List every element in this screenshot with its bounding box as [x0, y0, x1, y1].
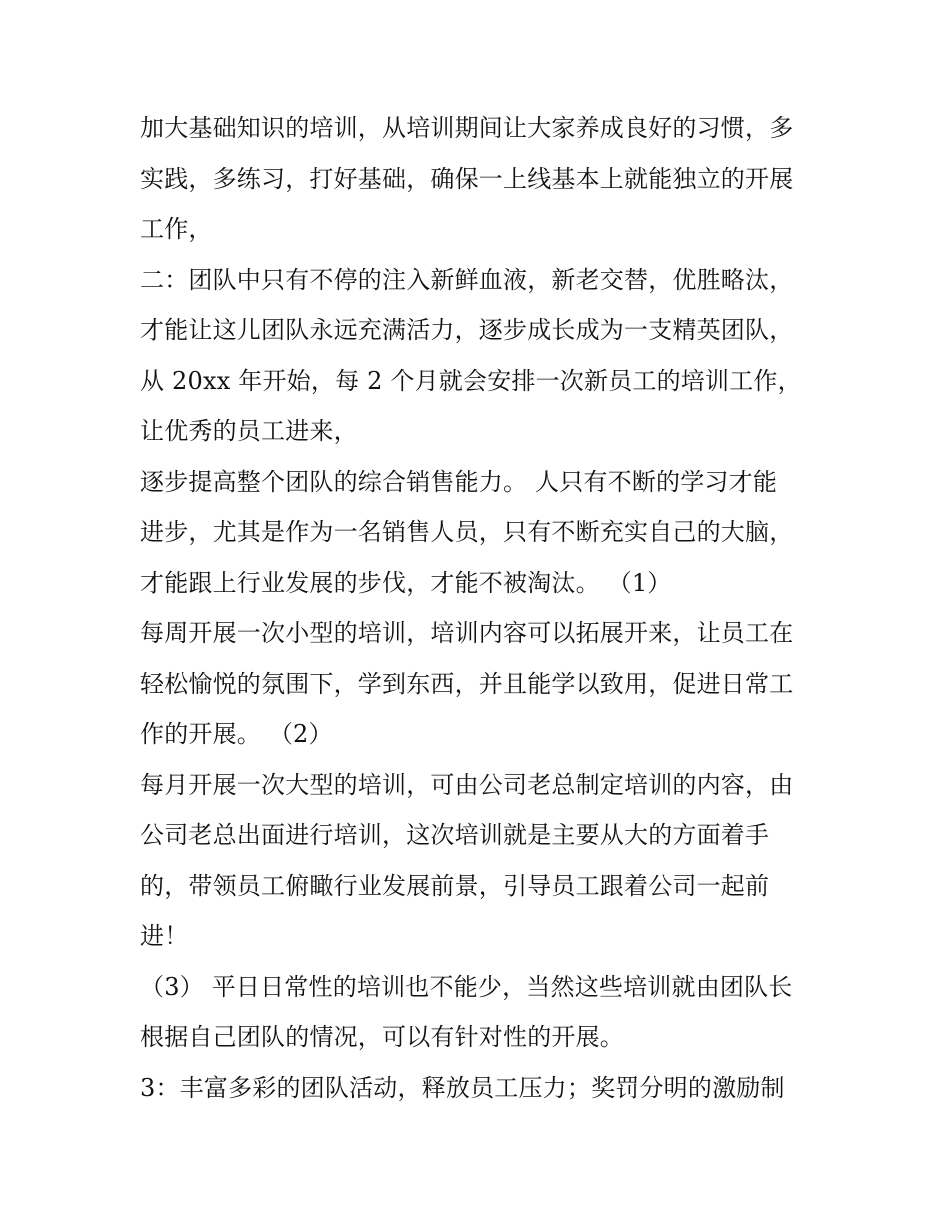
text-line: 工作， — [140, 215, 213, 243]
text-line: 公司老总出面进行培训，这次培训就是主要从大的方面着手 — [140, 821, 770, 849]
text-line: 实践，多练习，打好基础，确保一上线基本上就能独立的开展 — [140, 164, 794, 193]
text-line: 进步，尤其是作为一名销售人员，只有不断充实自己的大脑， — [140, 518, 794, 546]
text-line: 二：团队中只有不停的注入新鲜血液，新老交替，优胜略汰， — [140, 265, 794, 294]
text-line: 从 20xx 年开始，每 2 个月就会安排一次新员工的培训工作， — [140, 366, 802, 395]
text-line: 才能跟上行业发展的步伐，才能不被淘汰。 （1） — [140, 568, 672, 597]
text-line: 每周开展一次小型的培训，培训内容可以拓展开来，让员工在 — [140, 619, 794, 647]
text-line: 轻松愉悦的氛围下，学到东西，并且能学以致用，促进日常工 — [140, 669, 794, 698]
text-line: 作的开展。 （2） — [140, 720, 333, 748]
text-line: 逐步提高整个团队的综合销售能力。 人只有不断的学习才能 — [140, 467, 778, 496]
text-line: 让优秀的员工进来， — [140, 417, 358, 445]
text-line: 3：丰富多彩的团队活动，释放员工压力；奖罚分明的激励制 — [140, 1073, 785, 1102]
text-line: 进！ — [140, 922, 189, 950]
text-line: 的，带领员工俯瞰行业发展前景，引导员工跟着公司一起前 — [140, 871, 770, 900]
document-body — [140, 103, 820, 1113]
text-line: 才能让这儿团队永远充满活力，逐步成长成为一支精英团队， — [140, 316, 794, 344]
text-line: 加大基础知识的培训，从培训期间让大家养成良好的习惯，多 — [140, 114, 794, 142]
text-line: 每月开展一次大型的培训，可由公司老总制定培训的内容，由 — [140, 770, 794, 799]
text-line: 根据自己团队的情况，可以有针对性的开展。 — [140, 1023, 624, 1051]
text-line: （3） 平日日常性的培训也不能少，当然这些培训就由团队长 — [140, 972, 793, 1001]
